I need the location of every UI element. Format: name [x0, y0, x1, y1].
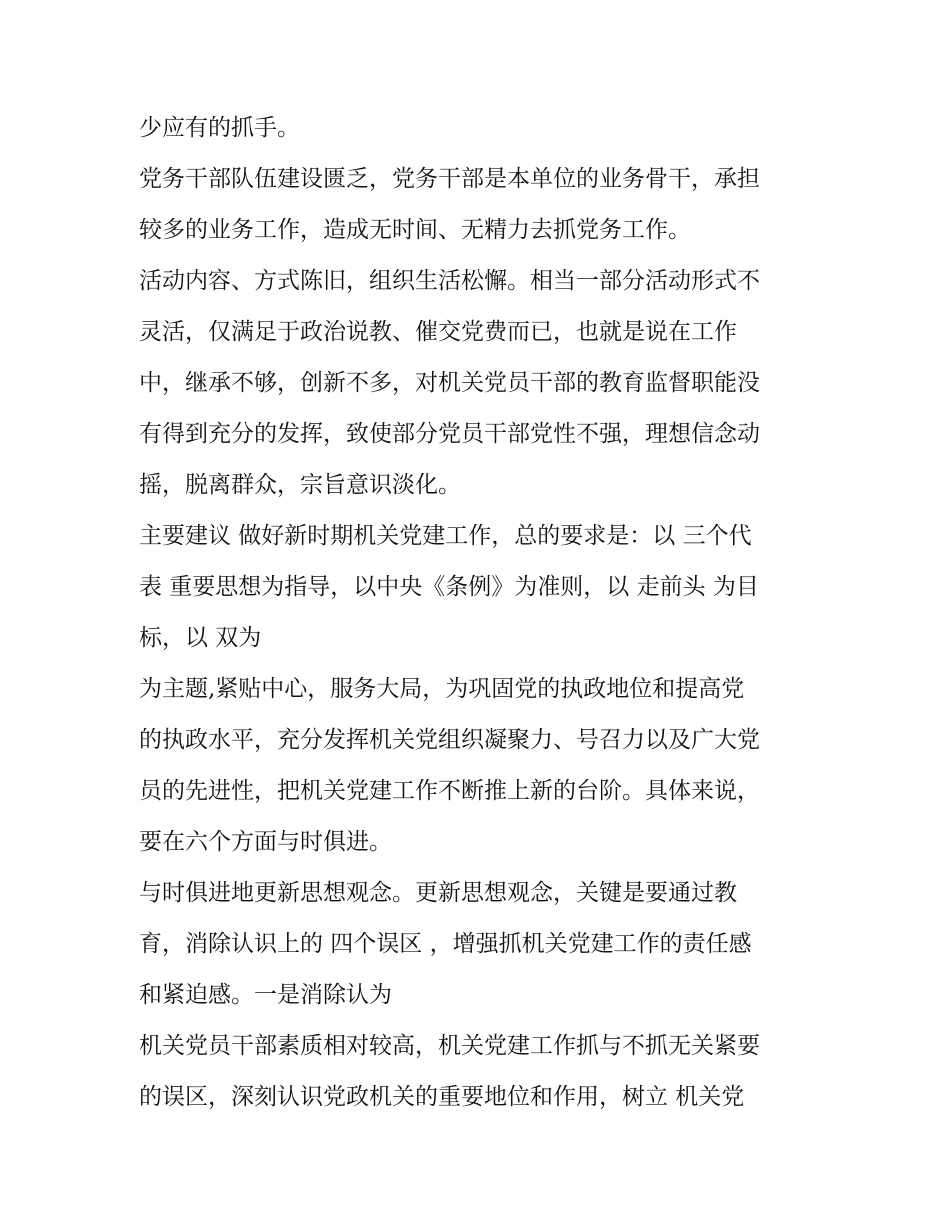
body-text	[139, 103, 829, 1123]
text-line: 机关党员干部素质相对较高，机关党建工作抓与不抓无关紧要	[139, 1033, 760, 1059]
text-line: 主要建议 做好新时期机关党建工作，总的要求是：以 三个代	[139, 523, 752, 549]
text-line: 灵活，仅满足于政治说教、催交党费而已，也就是说在工作	[139, 319, 737, 345]
text-line: 中，继承不够，创新不多，对机关党员干部的教育监督职能没	[139, 370, 760, 396]
text-line: 育，消除认识上的 四个误区 ，增强抓机关党建工作的责任感	[139, 931, 752, 957]
text-line: 为主题,紧贴中心，服务大局，为巩固党的执政地位和提高党	[139, 676, 745, 702]
text-line: 要在六个方面与时俱进。	[139, 829, 392, 855]
text-line: 有得到充分的发挥，致使部分党员干部党性不强，理想信念动	[139, 421, 760, 447]
text-line: 标，以 双为	[139, 625, 262, 651]
text-line: 员的先进性，把机关党建工作不断推上新的台阶。具体来说，	[139, 778, 760, 804]
text-line: 的执政水平，充分发挥机关党组织凝聚力、号召力以及广大党	[139, 727, 760, 753]
text-line: 的误区，深刻认识党政机关的重要地位和作用，树立 机关党	[139, 1084, 745, 1110]
text-line: 较多的业务工作，造成无时间、无精力去抓党务工作。	[139, 217, 691, 243]
text-line: 少应有的抓手。	[139, 115, 300, 141]
text-line: 活动内容、方式陈旧，组织生活松懈。相当一部分活动形式不	[139, 268, 760, 294]
text-line: 和紧迫感。一是消除认为	[139, 982, 392, 1008]
text-line: 党务干部队伍建设匮乏，党务干部是本单位的业务骨干，承担	[139, 166, 760, 192]
text-line: 与时俱进地更新思想观念。更新思想观念，关键是要通过教	[139, 880, 737, 906]
text-line: 摇，脱离群众，宗旨意识淡化。	[139, 472, 461, 498]
text-line: 表 重要思想为指导，以中央《条例》为准则，以 走前头 为目	[139, 574, 759, 600]
